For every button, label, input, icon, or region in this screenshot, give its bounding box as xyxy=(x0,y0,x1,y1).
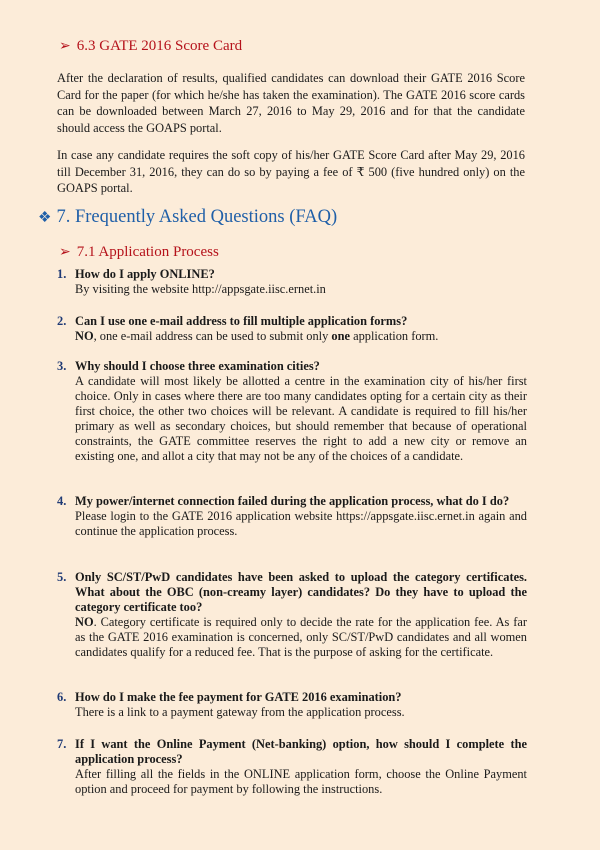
faq-number: 5. xyxy=(57,570,67,584)
faq-answer: Please login to the GATE 2016 application website https://appsgate.iisc.ernet.in again and continue the application process. xyxy=(75,509,527,538)
faq-number: 6. xyxy=(57,690,67,704)
faq-item-7 xyxy=(57,737,527,797)
arrow-bullet-icon: ➢ xyxy=(59,39,71,54)
faq-item-5 xyxy=(57,570,527,660)
section-7-title: 7. Frequently Asked Questions (FAQ) xyxy=(56,207,338,227)
faq-number: 4. xyxy=(57,494,67,508)
answer-text-end: application form. xyxy=(349,329,439,343)
answer-emphasis: one xyxy=(331,329,350,343)
section-7-1-heading xyxy=(59,244,219,261)
faq-number: 3. xyxy=(57,359,67,373)
section-6-3-heading xyxy=(59,38,242,55)
faq-number: 2. xyxy=(57,314,67,328)
score-card-paragraph-2: In case any candidate requires the soft copy of his/her GATE Score Card after May 29, 2016 till December 31, 2016, they can do so by paying a fee of ₹ 500 (five hundred only) on the GOAPS portal. xyxy=(57,148,525,195)
section-7-heading xyxy=(38,207,337,228)
faq-answer: There is a link to a payment gateway from the application process. xyxy=(75,705,405,719)
faq-question: How do I make the fee payment for GATE 2016 examination? xyxy=(75,690,402,704)
faq-answer xyxy=(75,615,527,660)
faq-question: Why should I choose three examination cities? xyxy=(75,359,320,373)
faq-answer xyxy=(75,329,527,344)
faq-item-6 xyxy=(57,690,527,720)
faq-question: Only SC/ST/PwD candidates have been asked to upload the category certificates. What about the OBC (non-creamy layer) candidates? Do they have to upload the category certificate too? xyxy=(75,570,527,614)
faq-answer: By visiting the website http://appsgate.iisc.ernet.in xyxy=(75,282,326,296)
answer-no: NO xyxy=(75,329,94,343)
faq-number: 1. xyxy=(57,267,67,281)
score-card-paragraph-1: After the declaration of results, qualified candidates can download their GATE 2016 Score Card for the paper (for which he/she has taken the examination). The GATE 2016 score cards can be downloaded between March 27, 2016 to May 29, 2016 and for that the candidate should access the GOAPS portal. xyxy=(57,71,525,135)
faq-question: If I want the Online Payment (Net-banking) option, how should I complete the application process? xyxy=(75,737,527,766)
answer-no: NO xyxy=(75,615,94,629)
faq-answer: After filling all the fields in the ONLINE application form, choose the Online Payment option and proceed for payment by following the instructions. xyxy=(75,767,527,796)
faq-item-4 xyxy=(57,494,527,539)
section-6-3-title: 6.3 GATE 2016 Score Card xyxy=(76,38,243,54)
faq-question: How do I apply ONLINE? xyxy=(75,267,215,281)
faq-number: 7. xyxy=(57,737,67,751)
faq-answer: A candidate will most likely be allotted a centre in the examination city of his/her first choice. Only in cases where there are too many candidates opting for a certain city as their first choice, the other two choices will be relevant. A candidate is required to fill his/her primary as well as secondary choices, but should remember that because of operational constraints, the GATE committee reserves the right to add a new city or remove an existing one, and allot a city that may not be any of the choices of a candidate. xyxy=(75,374,527,463)
faq-question: My power/internet connection failed during the application process, what do I do? xyxy=(75,494,510,508)
answer-text: . Category certificate is required only to decide the rate for the application fee. As far as the GATE 2016 examination is concerned, only SC/ST/PwD candidates and all women candidates qualify for a reduced fee. That is the purpose of asking for the certificate. xyxy=(75,615,527,659)
answer-text: , one e-mail address can be used to submit only xyxy=(93,329,332,343)
faq-item-2 xyxy=(57,314,527,344)
arrow-bullet-icon: ➢ xyxy=(59,245,71,260)
diamond-bullet-icon: ❖ xyxy=(38,210,52,226)
faq-item-1 xyxy=(57,267,527,297)
faq-item-3 xyxy=(57,359,527,464)
faq-question: Can I use one e-mail address to fill multiple application forms? xyxy=(75,314,408,328)
section-7-1-title: 7.1 Application Process xyxy=(76,244,219,260)
